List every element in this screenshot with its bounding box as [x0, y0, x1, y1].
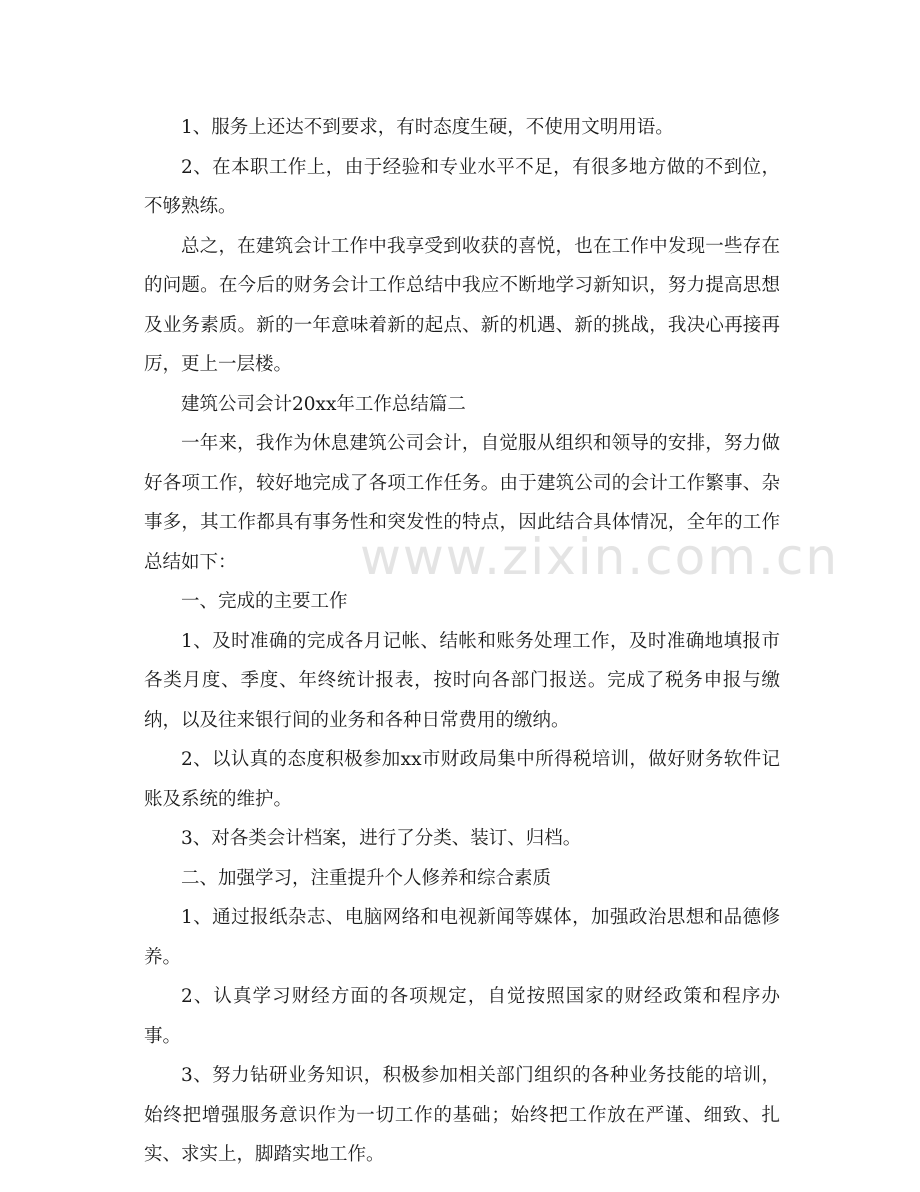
paragraph: 一年来，我作为休息建筑公司会计，自觉服从组织和领导的安排，努力做好各项工作，较好地完成了各项工作任务。由于建筑公司的会计工作繁事、杂事多，其工作都具有事务性和突发性的特点，因此结合具体情况，全年的工作总结如下：	[144, 433, 780, 573]
paragraph: 2、认真学习财经方面的各项规定，自觉按照国家的财经政策和程序办事。	[144, 986, 780, 1047]
paragraph: 1、及时准确的完成各月记帐、结帐和账务处理工作，及时准确地填报市各类月度、季度、年终统计报表，按时向各部门报送。完成了税务申报与缴纳，以及往来银行间的业务和各种日常费用的缴纳。	[144, 630, 780, 731]
watermark: www.zixin.com.cn	[360, 528, 840, 586]
paragraph: 2、在本职工作上，由于经验和专业水平不足，有很多地方做的不到位，不够熟练。	[144, 156, 780, 217]
paragraph: 1、服务上还达不到要求，有时态度生硬，不使用文明用语。	[181, 117, 674, 138]
paragraph: 总之，在建筑会计工作中我享受到收获的喜悦，也在工作中发现一些存在的问题。在今后的财务会计工作总结中我应不断地学习新知识，努力提高思想及业务素质。新的一年意味着新的起点、新的机遇、新的挑战，我决心再接再厉，更上一层楼。	[144, 235, 780, 375]
paragraph: 2、以认真的态度积极参加xx市财政局集中所得税培训，做好财务软件记账及系统的维护。	[144, 749, 780, 810]
section-heading: 一、完成的主要工作	[181, 591, 348, 612]
document-body	[144, 108, 780, 1175]
paragraph: 1、通过报纸杂志、电脑网络和电视新闻等媒体，加强政治思想和品德修养。	[144, 907, 780, 968]
paragraph: 3、努力钻研业务知识，积极参加相关部门组织的各种业务技能的培训，始终把增强服务意识作为一切工作的基础；始终把工作放在严谨、细致、扎实、求实上，脚踏实地工作。	[144, 1065, 780, 1165]
section-title: 建筑公司会计20xx年工作总结篇二	[181, 393, 466, 415]
section-heading: 二、加强学习，注重提升个人修养和综合素质	[181, 867, 552, 889]
paragraph: 3、对各类会计档案，进行了分类、装订、归档。	[181, 828, 582, 849]
